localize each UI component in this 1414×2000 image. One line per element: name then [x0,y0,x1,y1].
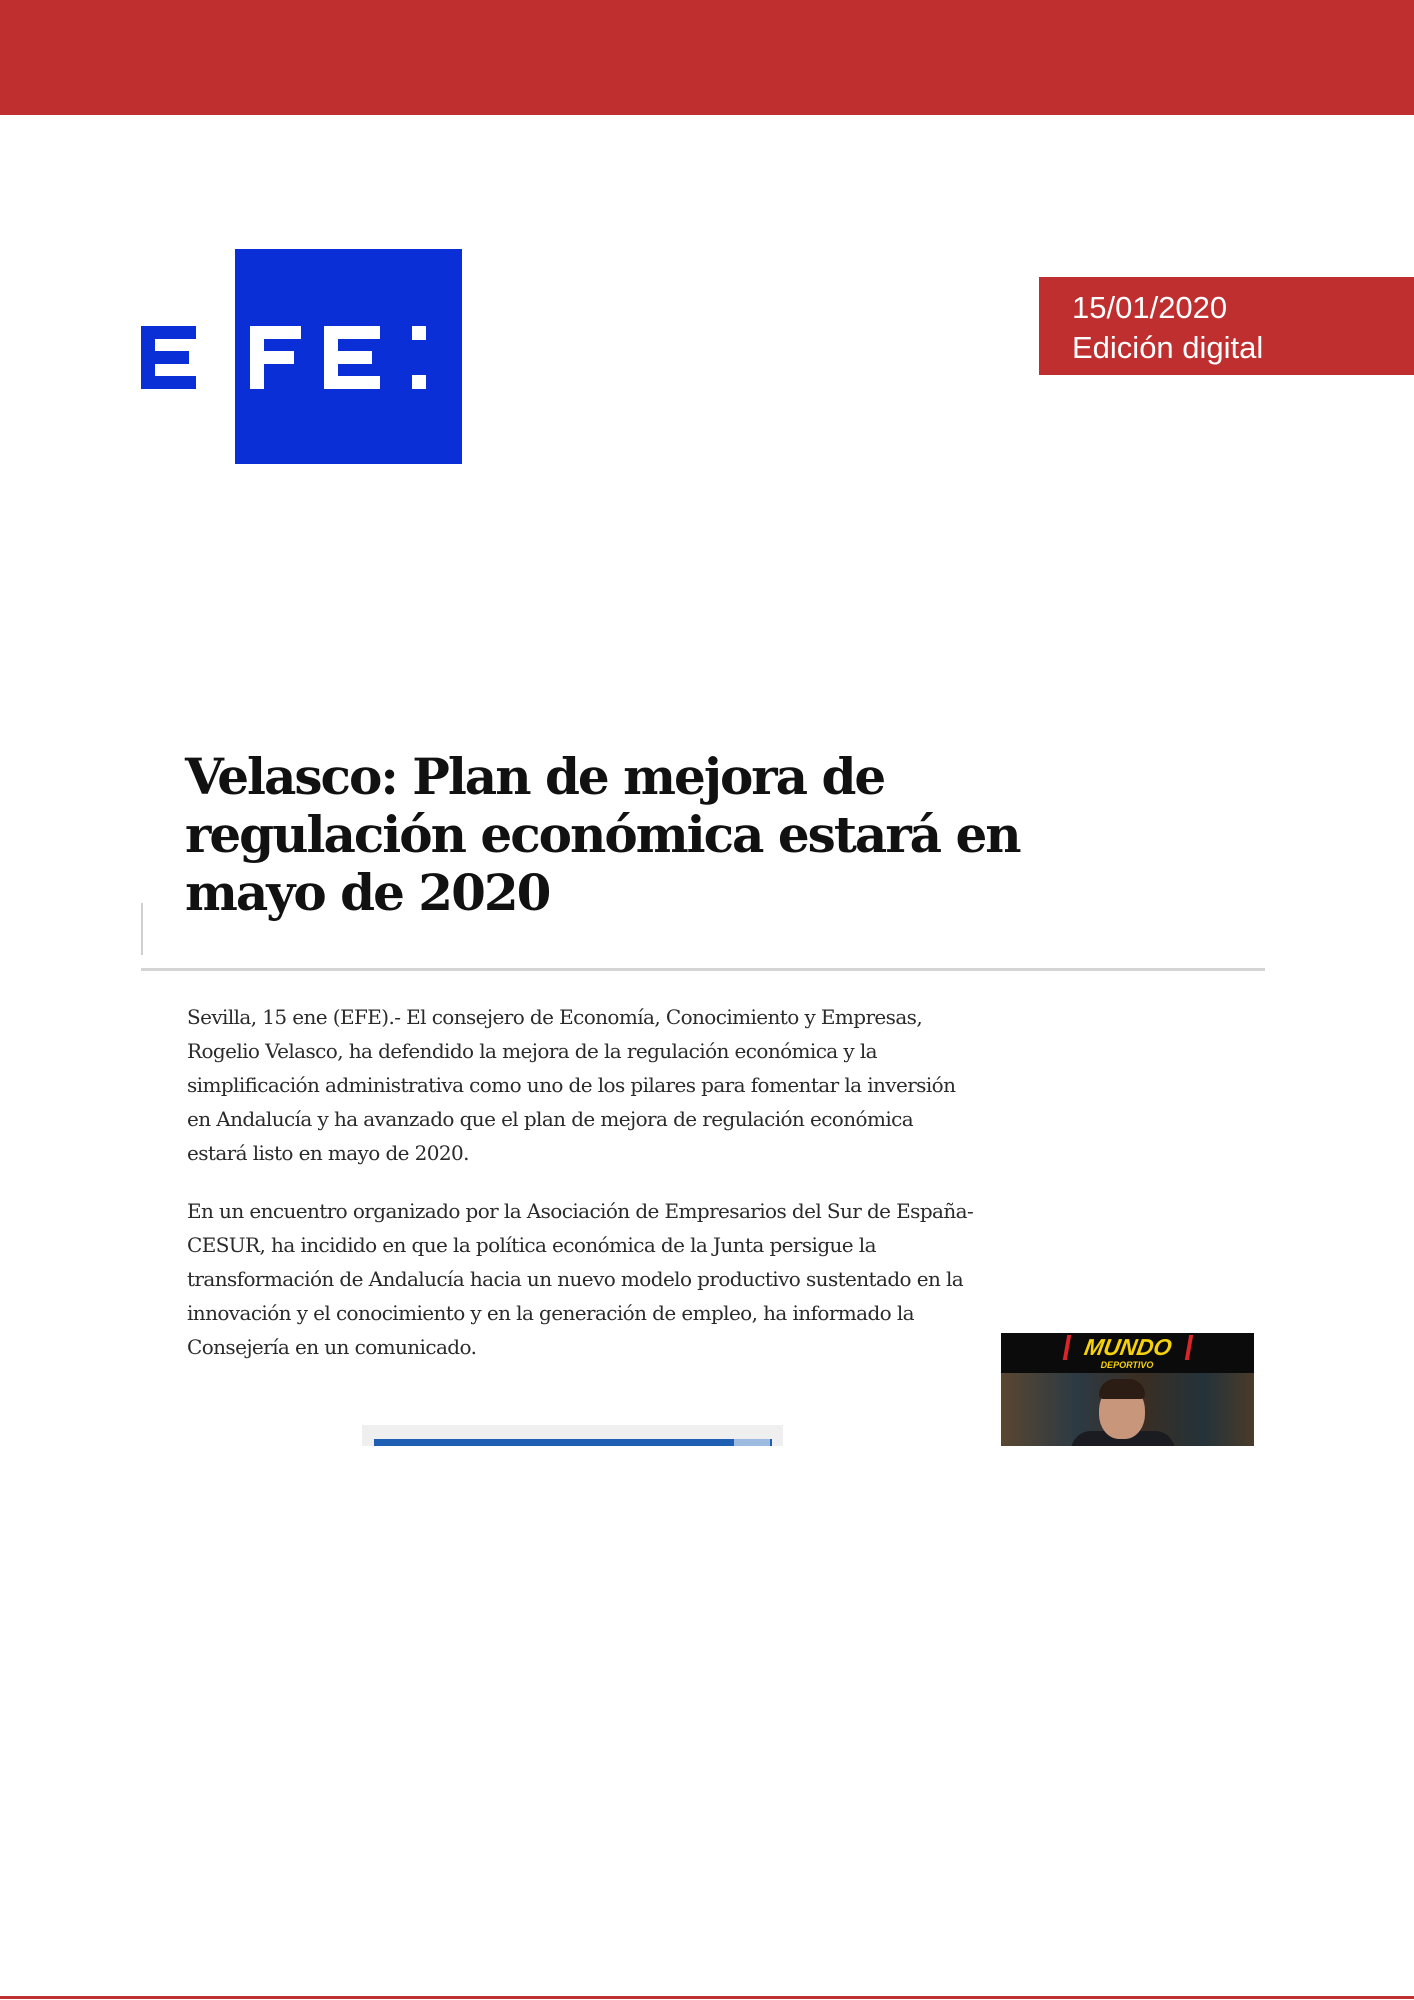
efe-logo [141,249,462,464]
logo-colon-top [412,326,426,340]
video-player-bar [374,1439,772,1446]
video-player-controls [734,1439,770,1446]
left-divider [141,903,143,955]
ad-brand-subtitle: DEPORTIVO [1100,1360,1154,1370]
logo-colon-bottom [412,375,426,389]
article-paragraph: En un encuentro organizado por la Asociación de Empresarios del Sur de España-CESUR, ha incidido en que la política económica de la Junta persigue la transformación de Andalucía hacia un nuevo modelo productivo sustentado en la innovación y el conocimiento y en la generación de empleo, ha informado la Consejería en un comunicado. [187,1199,974,1359]
horizontal-rule [141,968,1265,971]
top-red-band [0,0,1414,115]
bottom-red-line [0,1996,1414,1999]
article-headline: Velasco: Plan de mejora de regulación económica estará en mayo de 2020 [185,747,1020,922]
ad-photo-hair [1099,1379,1145,1399]
logo-e2-mid [324,351,372,364]
publication-date: 15/01/2020 [1072,290,1228,325]
article-body [187,1000,977,1388]
embedded-video-thumbnail[interactable] [362,1425,783,1446]
article-paragraph: Sevilla, 15 ene (EFE).- El consejero de Economía, Conocimiento y Empresas, Rogelio Velasco, ha defendido la mejora de la regulación económica y la simplificación administrativa como uno de los pilares para fomentar la inversión en Andalucía y ha avanzado que el plan de mejora de regulación económica estará listo en mayo de 2020. [187,1005,956,1165]
date-edition-tag [1039,277,1414,375]
logo-e1-bottom [141,376,196,389]
logo-e2-bottom [324,376,380,389]
edition-label: Edición digital [1072,330,1264,365]
mundo-deportivo-ad[interactable] [1001,1333,1254,1446]
logo-e1-mid [141,351,189,364]
ad-brand-logo: MUNDO [1063,1335,1193,1360]
logo-f-mid [250,351,294,364]
